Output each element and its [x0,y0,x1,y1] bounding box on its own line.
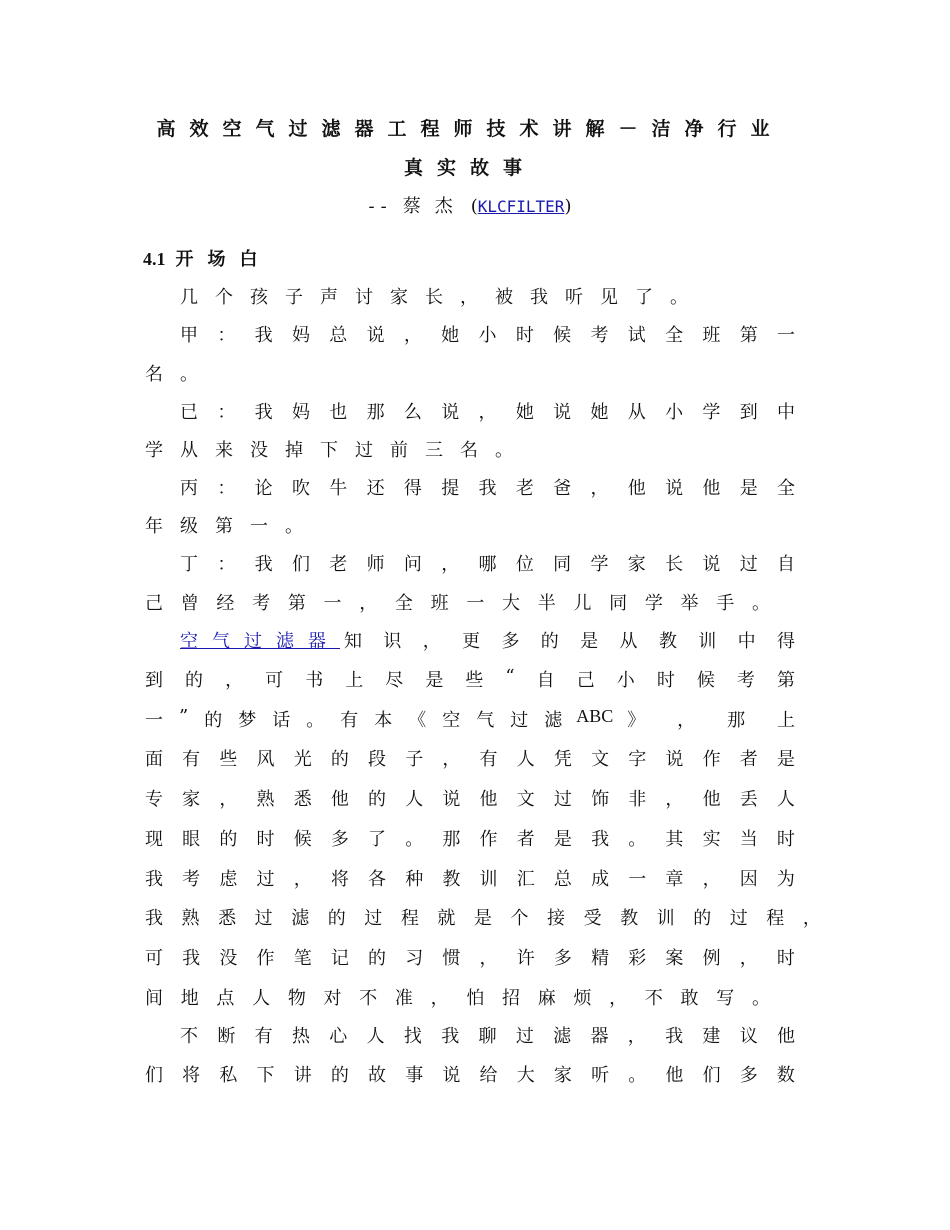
body-line: 间 地 点 人 物 对 不 准 ， 怕 招 麻 烦 ， 不 敢 写 。 [145,988,770,1009]
document-title-line-1: 高效空气过滤器工程师技术讲解－洁净行业 [156,118,784,140]
body-line: 几 个 孩 子 声 讨 家 长 ， 被 我 听 见 了 。 [180,287,688,308]
body-line: 丁 ： 我 们 老 师 问 ， 哪 位 同 学 家 长 说 过 自 [180,554,795,575]
body-line: 名 。 [145,364,198,385]
section-heading [143,245,272,271]
body-line: 我 熟 悉 过 滤 的 过 程 就 是 个 接 受 教 训 的 过 程 ， [145,908,821,929]
body-line: 们 将 私 下 讲 的 故 事 说 给 大 家 听 。 他 们 多 数 [145,1065,795,1086]
body-line: 学 从 来 没 掉 下 过 前 三 名 。 [145,440,513,461]
author-open-paren: ( [470,196,478,217]
body-line: 现 眼 的 时 候 多 了 。 那 作 者 是 我 。 其 实 当 时 [145,829,795,850]
body-line-with-link [180,627,795,655]
document-title-line-2: 真实故事 [403,157,536,179]
body-line-with-abc [145,706,795,734]
author-name: 蔡杰 [402,196,467,217]
klcfilter-link[interactable]: KLCFILTER [477,197,565,216]
body-line: 己 曾 经 考 第 一 ， 全 班 一 大 半 儿 同 学 举 手 。 [145,593,770,614]
body-line-rest: 知 识 ， 更 多 的 是 从 教 训 中 得 [344,631,795,652]
section-number: 4.1 [143,249,166,269]
body-line: 丙 ： 论 吹 牛 还 得 提 我 老 爸 ， 他 说 他 是 全 [180,478,795,499]
body-line: 已 ： 我 妈 也 那 么 说 ， 她 说 她 从 小 学 到 中 [180,402,795,423]
body-line: 到 的 ， 可 书 上 尽 是 些 “ 自 己 小 时 候 考 第 [145,666,795,691]
author-dash: -- [368,196,393,217]
body-line: 我 考 虑 过 ， 将 各 种 教 训 汇 总 成 一 章 ， 因 为 [145,869,795,890]
body-line-part: 》 ， 那 上 [627,710,795,731]
body-line: 年 级 第 一 。 [145,516,303,537]
body-line: 甲 ： 我 妈 总 说 ， 她 小 时 候 考 试 全 班 第 一 [180,325,795,346]
abc-token: ABC [576,706,614,726]
body-line: 面 有 些 风 光 的 段 子 ， 有 人 凭 文 字 说 作 者 是 [145,749,795,770]
author-close-paren: ) [564,196,572,217]
body-line: 不 断 有 热 心 人 找 我 聊 过 滤 器 ， 我 建 议 他 [180,1026,795,1047]
air-filter-link[interactable]: 空气过滤器 [180,631,340,652]
section-title: 开场白 [175,249,272,270]
body-line-part: 一 ” 的 梦 话 。 有 本 《 空 气 过 滤 [145,706,563,731]
body-line: 可 我 没 作 笔 记 的 习 惯 ， 许 多 精 彩 案 例 ， 时 [145,948,795,969]
body-line: 专 家 ， 熟 悉 他 的 人 说 他 文 过 饰 非 ， 他 丢 人 [145,789,795,810]
author-line [145,192,795,218]
